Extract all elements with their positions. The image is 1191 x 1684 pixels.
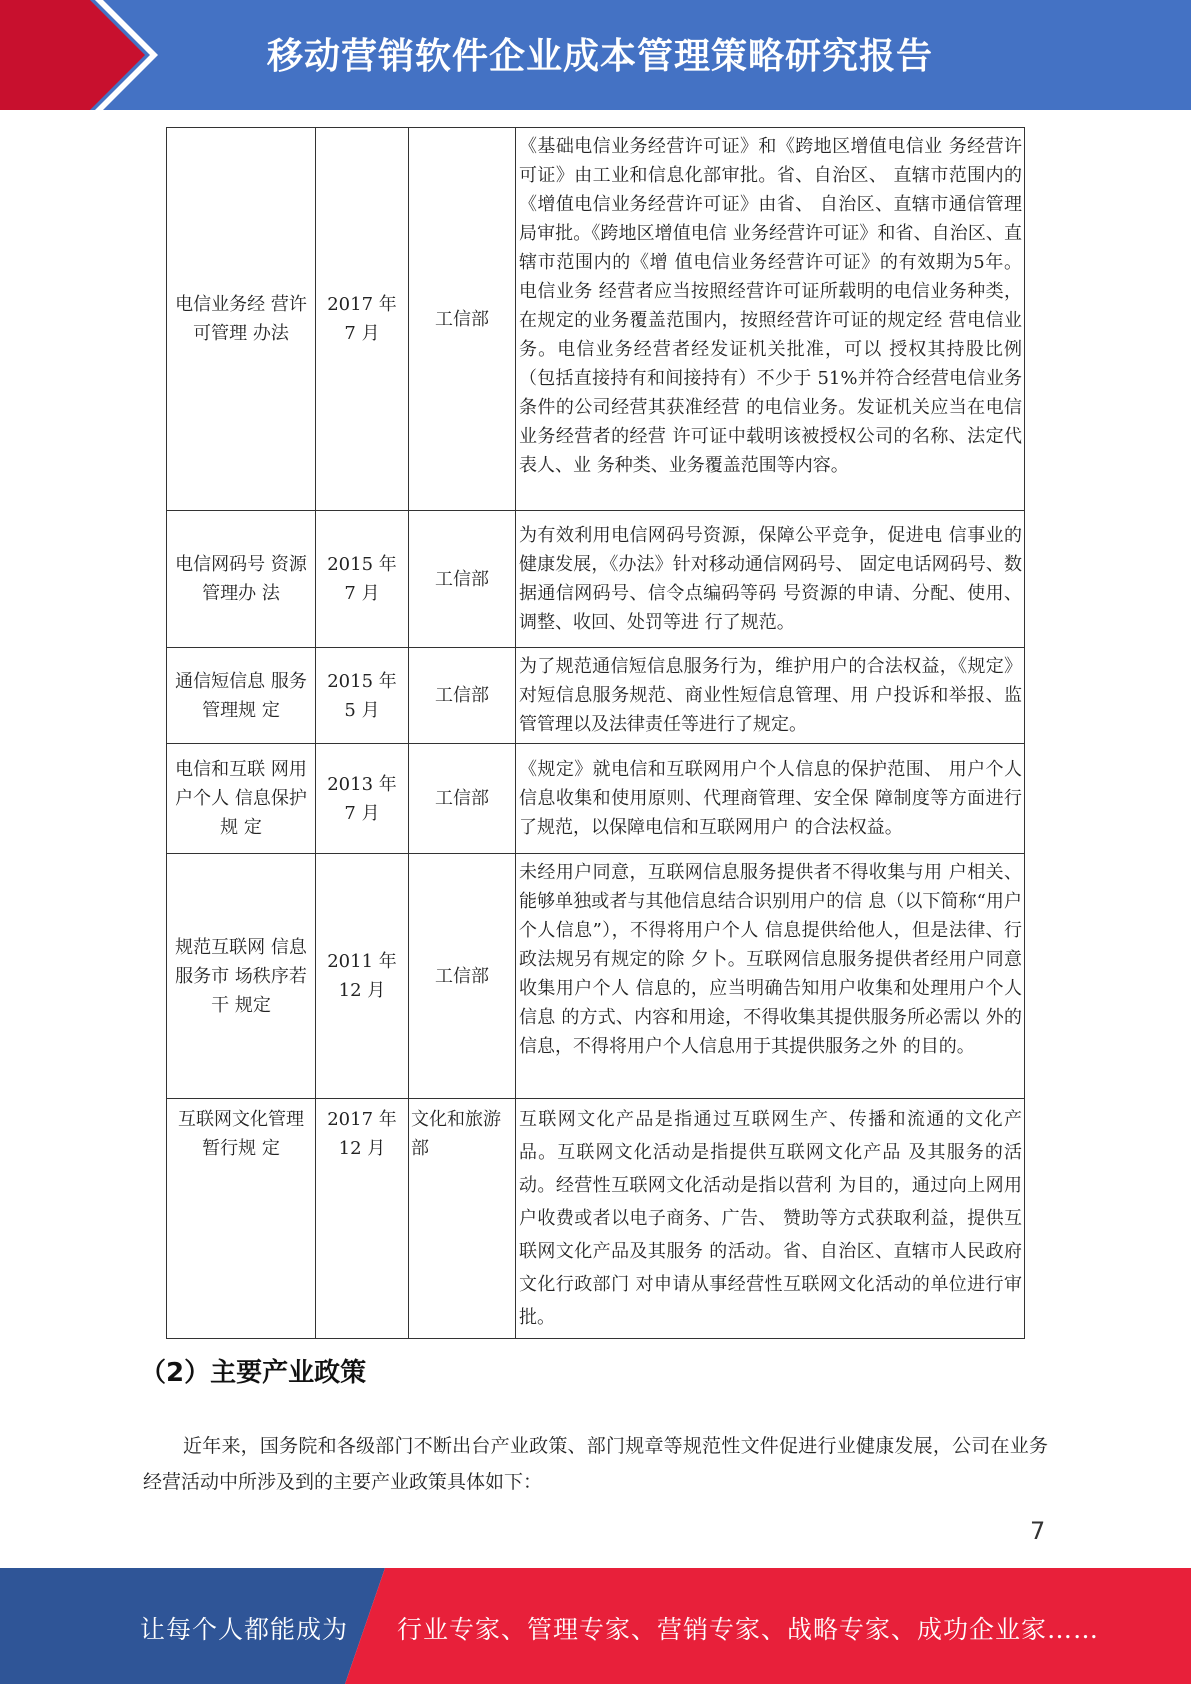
table-row [167,648,1025,744]
policy-desc-cell: 为了规范通信短信息服务行为，维护用户的合法权益，《规定》对短信息服务规范、商业性短信息管理、用 户投诉和举报、监管管理以及法律责任等进行了规定。 [516,648,1025,744]
footer-slogan-left: 让每个人都能成为 [140,1615,349,1644]
policy-desc-cell: 《规定》就电信和互联网用户个人信息的保护范围、 用户个人信息收集和使用原则、代理商管理、安全保 障制度等方面进行了规范，以保障电信和互联网用户 的合法权益。 [516,744,1025,854]
table-row [167,1099,1025,1339]
header-red-arrow [0,0,145,110]
policy-name-cell: 互联网文化管理暂行规 定 [167,1099,316,1339]
policy-date-cell: 2015 年 7 月 [316,511,409,648]
policy-name-cell: 通信短信息 服务管理规 定 [167,648,316,744]
policy-date-cell: 2015 年 5 月 [316,648,409,744]
policy-dept-cell: 工信部 [409,648,516,744]
policy-dept-cell: 工信部 [409,854,516,1099]
table-row [167,128,1025,511]
policy-dept-cell: 工信部 [409,511,516,648]
policy-desc-cell: 未经用户同意，互联网信息服务提供者不得收集与用 户相关、能够单独或者与其他信息结合识别用户的信 息（以下简称“用户个人信息”），不得将用户个人 信息提供给他人，但是法律、行政法规另有规定的除 夕卜。互联网信息服务提供者经用户同意收集用户个人 信息的，应当明确告知用户收集和处理用户个人信息 的方式、内容和用途，不得收集其提供服务所必需以 外的信息，不得将用户个人信息用于其提供服务之外 的目的。 [516,854,1025,1099]
policy-desc-cell: 为有效利用电信网码号资源，保障公平竞争，促进电 信事业的健康发展，《办法》针对移动通信网码号、 固定电话网码号、数据通信网码号、信令点编码等码 号资源的申请、分配、使用、调整、收回、处罚等进 行了规范。 [516,511,1025,648]
policy-name-cell: 规范互联网 信息服务市 场秩序若干 规定 [167,854,316,1099]
policy-date-cell: 2017 年 12 月 [316,1099,409,1339]
policy-dept-cell: 工信部 [409,128,516,511]
policy-table [166,127,1025,1339]
policy-date-cell: 2011 年 12 月 [316,854,409,1099]
policy-desc-cell: 互联网文化产品是指通过互联网生产、传播和流通的文化产品。互联网文化活动是指提供互联网文化产品 及其服务的活动。经营性互联网文化活动是指以营利 为目的，通过向上网用户收费或者以电子商务、广告、 赞助等方式获取利益，提供互联网文化产品及其服务 的活动。省、自治区、直辖市人民政府文化行政部门 对申请从事经营性互联网文化活动的单位进行审批。 [516,1099,1025,1339]
policy-dept-cell: 文化和旅游部 [409,1099,516,1339]
footer-slogan-right: 行业专家、管理专家、营销专家、战略专家、成功企业家…… [397,1615,1100,1644]
policy-name-cell: 电信网码号 资源管理办 法 [167,511,316,648]
policy-date-cell: 2013 年 7 月 [316,744,409,854]
policy-date-cell: 2017 年 7 月 [316,128,409,511]
table-row [167,511,1025,648]
report-title: 移动营销软件企业成本管理策略研究报告 [266,36,933,77]
footer-banner [0,1568,1191,1684]
table-row [167,854,1025,1099]
body-paragraph: 近年来，国务院和各级部门不断出台产业政策、部门规章等规范性文件促进行业健康发展，公司在业务经营活动中所涉及到的主要产业政策具体如下： [143,1435,1048,1493]
policy-name-cell: 电信和互联 网用户个人 信息保护规 定 [167,744,316,854]
section-heading: （2）主要产业政策 [140,1358,367,1388]
policy-name-cell: 电信业务经 营许可管理 办法 [167,128,316,511]
table-row [167,744,1025,854]
policy-dept-cell: 工信部 [409,744,516,854]
header-banner [0,0,1191,110]
policy-desc-cell: 《基础电信业务经营许可证》和《跨地区增值电信业 务经营许可证》由工业和信息化部审批。省、自治区、 直辖市范围内的《增值电信业务经营许可证》由省、 自治区、直辖市通信管理局审批。《跨地区增值电信 业务经营许可证》和省、自治区、直辖市范围内的《增 值电信业务经营许可证》的有效期为5年。电信业务 经营者应当按照经营许可证所载明的电信业务种类， 在规定的业务覆盖范围内，按照经营许可证的规定经 营电信业务。电信业务经营者经发证机关批准，可以 授权其持股比例（包括直接持有和间接持有）不少于 51%并符合经营电信业务条件的公司经营其获准经营 的电信业务。发证机关应当在电信业务经营者的经营 许可证中载明该被授权公司的名称、法定代表人、业 务种类、业务覆盖范围等内容。 [516,128,1025,511]
page-number: 7 [1030,1517,1046,1545]
